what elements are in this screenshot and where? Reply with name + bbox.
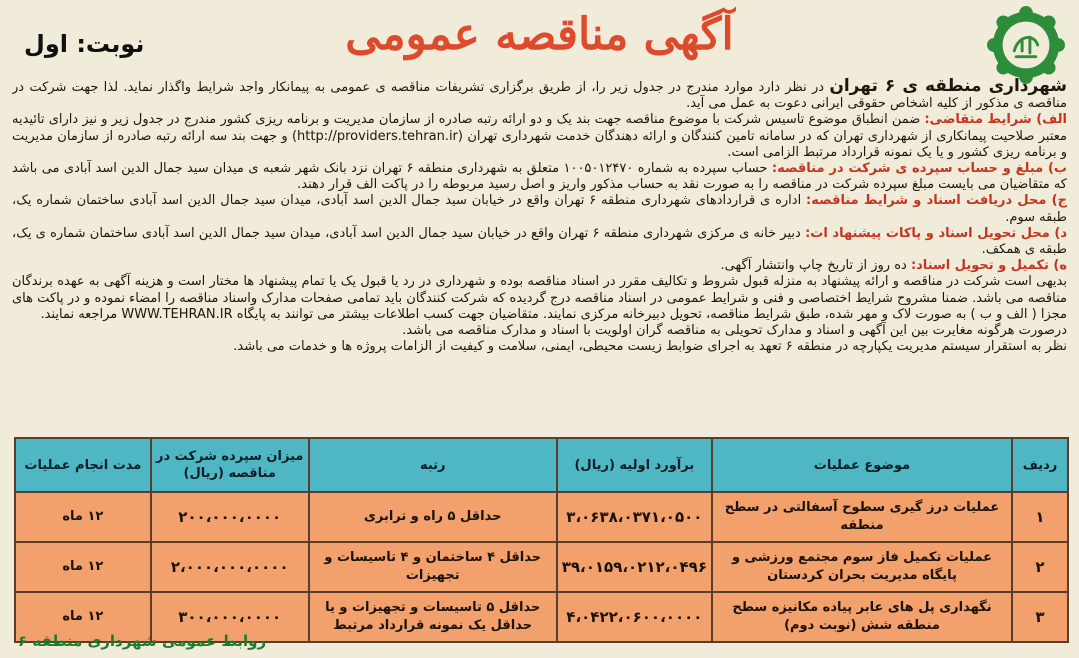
cell-deposit: ۲۰۰،۰۰۰،۰۰۰۰ [151,492,309,542]
cell-rank: حداقل ۵ راه و ترابری [309,492,557,542]
notice-body [12,78,1067,437]
cell-subject: عملیات تکمیل فاز سوم مجتمع ورزشی و پایگاه مدیریت بحران کردستان [712,542,1012,592]
footer-signature: روابط عمومی شهرداری منطقه ۶ [18,632,267,650]
conflict-paragraph: درصورت هرگونه مغایرت بین این آگهی و اسناد و مدارک تحویلی به مناقصه گران اولویت با اسناد و مدارک مناقصه می باشد. [402,323,1067,339]
header-deposit: میزان سپرده شرکت در مناقصه (ریال) [151,438,309,492]
header-rank: رتبه [309,438,557,492]
cell-estimate: ۴،۰۴۲۲،۰۶۰۰،۰۰۰۰ [557,592,712,642]
header-row-number: ردیف [1012,438,1068,492]
section-dal-body: دبیر خانه ی مرکزی شهرداری منطقه ۶ تهران واقع در خیابان سید جمال الدین اسد آبادی، میدان سید جمال الدین اسد آبادی ساختمان شماره ی یک، طبقه ی همکف. [12,225,1067,258]
cell-estimate: ۳،۰۶۳۸،۰۳۷۱،۰۵۰۰ [557,492,712,542]
cell-duration: ۱۲ ماه [15,542,151,592]
intro-lead: شهرداری منطقه ی ۶ تهران [829,78,1067,96]
header-subject: موضوع عملیات [712,438,1012,492]
operations-table [14,437,1069,643]
section-dal [12,226,1067,258]
tehran-municipality-logo-icon [987,6,1065,84]
section-jim-heading: ج) محل دریافت اسناد و شرایط مناقصه: [806,193,1067,209]
section-he-heading: ه) تکمیل و تحویل اسناد: [910,258,1067,274]
cell-deposit: ۲،۰۰۰،۰۰۰،۰۰۰۰ [151,542,309,592]
notice-title: آگهی مناقصه عمومی [345,9,734,60]
section-dal-heading: د) محل تحویل اسناد و پاکات پیشنهاد ات: [805,225,1067,241]
header-duration: مدت انجام عملیات [15,438,151,492]
cell-duration: ۱۲ ماه [15,492,151,542]
table-header-row [15,438,1068,492]
section-he-body: ده روز از تاریخ چاپ وانتشار آگهی. [720,258,911,274]
hse-paragraph: نظر به استقرار سیستم مدیریت یکپارچه در منطقه ۶ تعهد به اجرای ضوابط زیست محیطی، ایمنی، سلامت و کیفیت از الزامات پروژه ها و خدمات می باشد. [233,339,1067,355]
section-jim [12,193,1067,225]
cell-row-number: ۲ [1012,542,1068,592]
intro-body: در نظر دارد موارد مندرج در جدول زیر را، از طریق برگزاری تشریفات مناقصه ی عمومی به پیمانکار واجد شرایط واگذار نماید. لذا جهت شرکت در مناقصه ی مذکور از کلیه اشخاص حقوقی ایرانی دعوت به عمل می آید. [12,80,1067,112]
round-badge: نوبت: اول [24,30,145,58]
section-be-heading: ب) مبلغ و حساب سپرده ی شرکت در مناقصه: [771,161,1067,177]
cell-rank: حداقل ۴ ساختمان و ۴ تاسیسات و تجهیزات [309,542,557,592]
cell-deposit: ۳۰۰،۰۰۰،۰۰۰۰ [151,592,309,642]
cell-subject: نگهداری پل های عابر پیاده مکانیزه سطح منطقه شش (نوبت دوم) [712,592,1012,642]
cell-rank: حداقل ۵ تاسیسات و تجهیزات و یا حداقل یک نمونه قرارداد مرتبط [309,592,557,642]
closing-paragraph: بدیهی است شرکت در مناقصه و ارائه پیشنهاد به منزله قبول شروط و تکالیف مقرر در اسناد مناقصه بوده و شهرداری در رد یا قبول یک یا تمام پیشنهاد ها مختار است و هزینه آگهی به عهده برندگان مناقصه می باشد. ضمنا مشروح شرایط اختصاصی و فنی و شرایط عمومی در اسناد مناقصه درج گردیده که شرکت کنندگان باید تمامی صفحات مدارک واسناد مناقصه را امضاء نموده و در پاکت های مجزا ( الف و ب ) به صورت لاک و مهر شده، طبق شرایط مناقصه، تحویل دبیرخانه مرکزی نمایند. متقاضیان جهت کسب اطلاعات بیشتر می توانند به پایگاه WWW.TEHRAN.IR مراجعه نمایند. [12,274,1067,322]
table-row [15,492,1068,542]
section-be-body: حساب سپرده به شماره ۱۰۰۵۰۱۲۴۷۰ متعلق به شهرداری منطقه ۶ تهران نزد بانک شهر شعبه ی میدان سید جمال الدین اسد آبادی می باشد که متقاضیان می بایست مبلغ سپرده شرکت در مناقصه را به صورت نقد به حساب مذکور واریز و اصل رسید مربوطه را در پاکت الف قرار دهند. [12,161,1067,193]
section-be [12,161,1067,193]
cell-row-number: ۳ [1012,592,1068,642]
header-estimate: برآورد اولیه (ریال) [557,438,712,492]
table-row [15,542,1068,592]
cell-duration: ۱۲ ماه [15,592,151,642]
cell-estimate: ۳۹،۰۱۵۹،۰۲۱۲،۰۴۹۶ [557,542,712,592]
section-he [12,258,1067,274]
section-alef-body: ضمن انطباق موضوع تاسیس شرکت با موضوع مناقصه جهت بند یک و دو ارائه رتبه صادره از سازمان مدیریت و برنامه ریزی کشور مندرج در جدول زیر و نیز دارای تائیدیه معتبر صلاحیت پیمانکاری از شهرداری تهران که در سامانه تامین کنندگان و ارائه دهندگان خدمت شهرداری تهران (http://providers.tehran.ir) و جهت بند سه ارائه رتبه صادره از سازمان مدیریت و برنامه ریزی کشور و یا یک نمونه قرارداد مرتبط الزامی است. [12,112,1067,160]
cell-subject: عملیات درز گیری سطوح آسفالتی در سطح منطقه [712,492,1012,542]
section-jim-body: اداره ی قراردادهای شهرداری منطقه ۶ تهران واقع در خیابان سید جمال الدین اسد آبادی، میدان سید جمال الدین اسد آبادی ساختمان شماره یک، طبقه سوم. [12,193,1067,225]
section-alef [12,112,1067,161]
cell-row-number: ۱ [1012,492,1068,542]
section-alef-heading: الف) شرایط متقاضی: [924,112,1067,128]
intro-paragraph [12,78,1067,112]
